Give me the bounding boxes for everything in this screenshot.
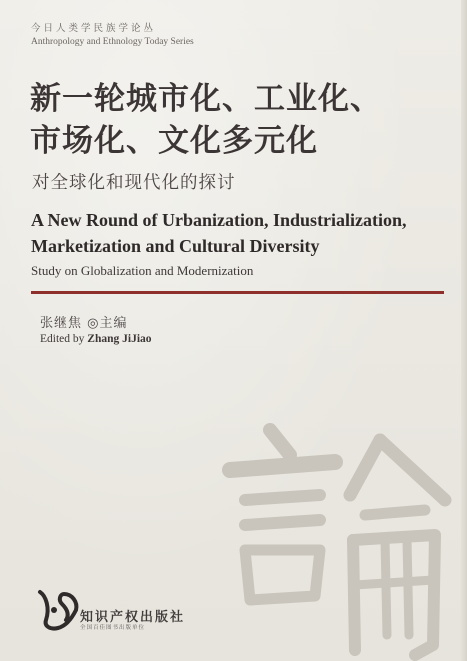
book-title-cn-line1: 新一轮城市化、工业化、 — [30, 81, 382, 117]
book-title-cn — [30, 78, 382, 162]
book-title-cn-line2: 市场化、文化多元化 — [30, 123, 318, 159]
publisher-subline: 全国百佳图书出版单位 — [80, 625, 146, 631]
book-title-en-line2: Marketization and Cultural Diversity — [31, 236, 320, 256]
editor-cn: 张继焦 ◎主编 — [40, 316, 128, 331]
book-title-en-line1: A New Round of Urbanization, Industrialization, — [31, 210, 407, 230]
book-title-en — [31, 207, 451, 259]
series-title-en: Anthropology and Ethnology Today Series — [31, 37, 194, 47]
book-subtitle-cn: 对全球化和现代化的探讨 — [32, 173, 236, 193]
series-title-cn: 今日人类学民族学论丛 — [31, 23, 157, 34]
divider-rule — [31, 291, 444, 294]
book-subtitle-en: Study on Globalization and Modernization — [31, 263, 254, 278]
calligraphy-character-icon — [175, 400, 467, 661]
publisher-name: 知识产权出版社 — [80, 610, 186, 625]
editor-en-name: Zhang JiJiao — [87, 333, 152, 345]
editor-en — [40, 333, 152, 345]
editor-en-prefix: Edited by — [40, 333, 88, 345]
